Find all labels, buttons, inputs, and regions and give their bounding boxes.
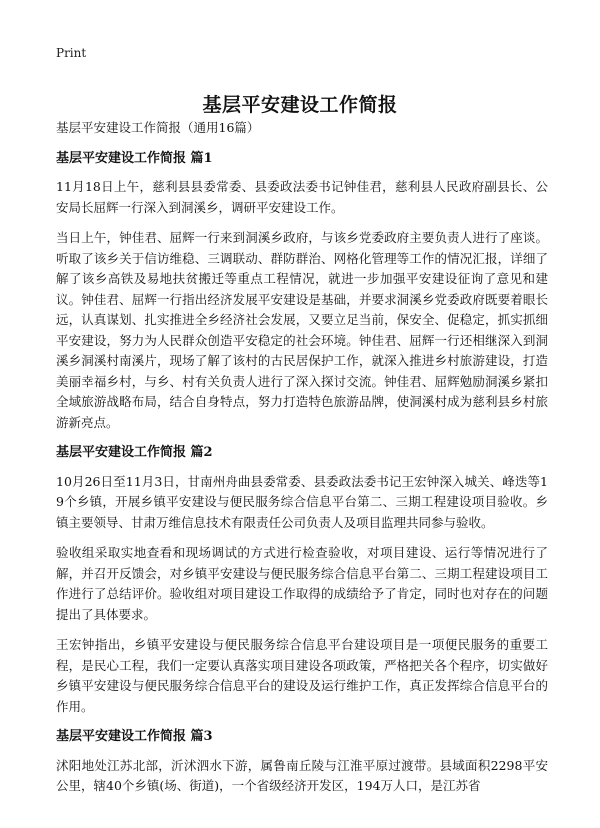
section-1 [56, 149, 548, 434]
page-title: 基层平安建设工作简报 [202, 93, 398, 116]
paragraph: 沭阳地处江苏北部，沂沭泗水下游，属鲁南丘陵与江淮平原过渡带。县域面积2298平安公里，辖40个乡镇(场、街道)，一个省级经济开发区，194万人口，是江苏省 [56, 757, 548, 793]
paragraph: 10月26日至11月3日，甘南州舟曲县委常委、县委政法委书记王宏钟深入城关、峰迭等19个乡镇，开展乡镇平安建设与便民服务综合信息平台第二、三期工程建设项目验收。乡镇主要领导、甘肃万维信息技术有限责任公司负责人及项目监理共同参与验收。 [56, 473, 548, 530]
document-subtitle: 基层平安建设工作简报（通用16篇） [56, 120, 260, 135]
section-heading: 基层平安建设工作简报 篇2 [56, 445, 213, 460]
document-body [56, 118, 548, 807]
section-heading: 基层平安建设工作简报 篇3 [56, 729, 213, 744]
section-3 [56, 727, 548, 797]
paragraph: 验收组采取实地查看和现场调试的方式进行检查验收，对项目建设、运行等情况进行了解，并召开反馈会，对乡镇平安建设与便民服务综合信息平台第二、三期工程建设项目工作进行了总结评价。验收组对项目建设工作取得的成绩给予了肯定，同时也对存在的问题提出了具体要求。 [56, 545, 548, 622]
paragraph: 当日上午，钟佳君、屈辉一行来到洞溪乡政府，与该乡党委政府主要负责人进行了座谈。听取了该乡关于信访维稳、三调联动、群防群治、网格化管理等工作的情况汇报，详细了解了该乡高铁及易地扶贫搬迁等重点工程情况，就进一步加强平安建设征询了意见和建议。钟佳君、屈辉一行指出经济发展平安建设是基础，并要求洞溪乡党委政府既要着眼长远，认真谋划、扎实推进全乡经济社会发展，又要立足当前，保安全、促稳定，抓实抓细平安建设，努力为人民群众创造平安稳定的社会环境。钟佳君、屈辉一行还相继深入到洞溪乡洞溪村南溪片，现场了解了该村的古民居保护工作，就深入推进乡村旅游建设，打造美丽幸福乡村，与乡、村有关负责人进行了深入探讨交流。钟佳君、屈辉勉励洞溪乡紧扣全域旅游战略布局，结合自身特点，努力打造特色旅游品牌，使洞溪村成为慈利县乡村旅游新亮点。 [56, 230, 548, 430]
paragraph: 11月18日上午，慈利县县委常委、县委政法委书记钟佳君，慈利县人民政府副县长、公安局长屈辉一行深入到洞溪乡，调研平安建设工作。 [56, 179, 548, 215]
section-heading: 基层平安建设工作简报 篇1 [56, 150, 213, 166]
section-2 [56, 443, 548, 717]
paragraph: 王宏钟指出，乡镇平安建设与便民服务综合信息平台建设项目是一项便民服务的重要工程，是民心工程，我们一定要认真落实项目建设各项政策，严格把关各个程序，切实做好乡镇平安建设与便民服务综合信息平台的建设及运行维护工作，真正发挥综合信息平台的作用。 [56, 637, 548, 714]
print-link[interactable]: Print [56, 46, 87, 60]
